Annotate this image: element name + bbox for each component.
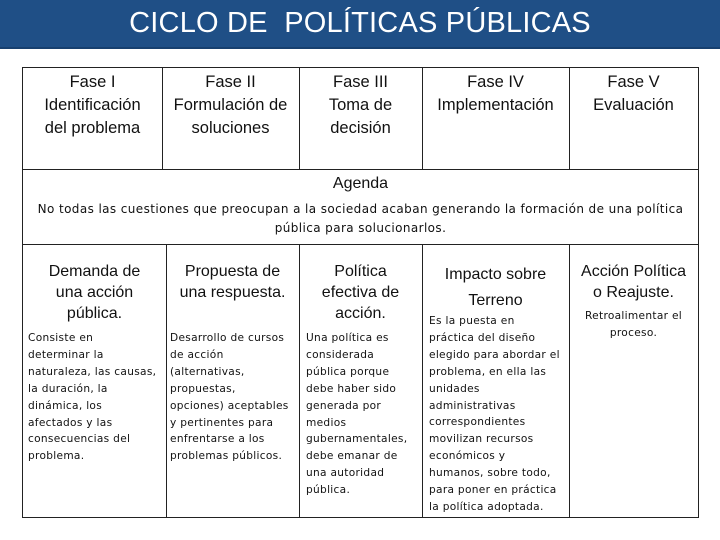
- body-line: la política adoptada.: [429, 500, 544, 513]
- body-line: enfrentarse a los: [170, 433, 265, 446]
- body-line: la duración, la: [28, 382, 108, 395]
- column-heading-4: [422, 262, 569, 314]
- page-title: CICLO DE POLÍTICAS PÚBLICAS: [129, 7, 591, 39]
- column-body-1: [28, 330, 164, 465]
- body-line: humanos, sobre todo,: [429, 467, 551, 480]
- phase-label: decisión: [330, 119, 391, 137]
- phase-label: Implementación: [437, 96, 554, 114]
- heading-line: una acción: [55, 284, 134, 301]
- body-line: y pertinentes para: [170, 416, 274, 429]
- heading-line: Propuesta de: [184, 263, 281, 280]
- body-line: pública.: [306, 484, 351, 497]
- body-line: para poner en práctica: [429, 484, 557, 497]
- phase-name: Fase I: [69, 73, 116, 91]
- body-line: Retroalimentar el: [584, 310, 683, 322]
- body-line: opciones) aceptables: [170, 399, 289, 412]
- title-bar: [0, 0, 720, 49]
- body-line: pública porque: [306, 365, 390, 378]
- phase-cell-1: [23, 71, 162, 140]
- body-line: correspondientes: [429, 416, 526, 429]
- heading-line: Impacto sobre: [444, 266, 547, 283]
- body-line: (alternativas,: [170, 365, 245, 378]
- body-line: Consiste en: [28, 332, 94, 344]
- body-line: medios: [306, 416, 347, 429]
- policy-cycle-table: [22, 67, 699, 518]
- body-line: considerada: [306, 348, 375, 361]
- heading-line: Demanda de: [48, 263, 141, 280]
- column-body-5: [569, 308, 698, 342]
- agenda-line: pública para solucionarlos.: [274, 221, 447, 235]
- column-body-3: [306, 330, 420, 499]
- heading-line: pública.: [66, 305, 123, 322]
- heading-line: efectiva de: [321, 284, 400, 301]
- body-line: dinámica, los: [28, 399, 103, 412]
- heading-line: una respuesta.: [179, 284, 286, 301]
- body-line: problema, en ella las: [429, 365, 547, 378]
- heading-line: Política: [334, 263, 387, 280]
- phase-cell-2: [162, 71, 299, 140]
- divider: [23, 244, 698, 245]
- body-line: unidades: [429, 382, 480, 395]
- body-line: determinar la: [28, 348, 104, 361]
- body-line: Desarrollo de cursos: [170, 332, 285, 344]
- phase-name: Fase III: [332, 73, 389, 91]
- body-line: gubernamentales,: [306, 433, 408, 446]
- body-line: administrativas: [429, 399, 516, 412]
- body-line: afectados y las: [28, 416, 113, 429]
- agenda-line: No todas las cuestiones que preocupan a la sociedad acaban generando la formación de una política: [37, 202, 684, 216]
- body-line: propuestas,: [170, 382, 236, 395]
- column-heading-1: [23, 261, 166, 324]
- body-line: práctica del diseño: [429, 331, 536, 344]
- column-heading-5: [569, 261, 698, 303]
- phase-cell-5: [569, 71, 698, 117]
- phase-cell-4: [422, 71, 569, 117]
- body-line: económicos y: [429, 450, 506, 463]
- heading-line: o Reajuste.: [593, 284, 674, 301]
- divider: [23, 169, 698, 170]
- column-body-2: [170, 330, 298, 465]
- phase-label: del problema: [44, 119, 141, 137]
- phase-cell-3: [299, 71, 422, 140]
- phase-label: Formulación de: [173, 96, 288, 114]
- body-line: problema.: [28, 450, 85, 463]
- phase-label: Identificación: [44, 96, 141, 114]
- body-line: generada por: [306, 399, 382, 412]
- heading-line: acción.: [335, 305, 386, 322]
- body-line: debe emanar de: [306, 450, 398, 463]
- phase-label: soluciones: [191, 119, 270, 137]
- body-line: consecuencias del: [28, 433, 131, 446]
- phase-label: Evaluación: [593, 96, 674, 114]
- column-body-4: [429, 313, 569, 516]
- body-line: Es la puesta en: [429, 315, 515, 327]
- column-heading-2: [166, 261, 299, 303]
- body-line: movilizan recursos: [429, 433, 534, 446]
- agenda-description: [33, 200, 688, 238]
- body-line: una autoridad: [306, 467, 385, 480]
- heading-line: Acción Política: [581, 263, 686, 280]
- body-line: naturaleza, las causas,: [28, 365, 157, 378]
- phase-name: Fase V: [607, 73, 660, 91]
- phase-label: Toma de: [328, 96, 393, 114]
- agenda-title: Agenda: [332, 175, 389, 192]
- body-line: elegido para abordar el: [429, 348, 560, 361]
- body-line: debe haber sido: [306, 382, 397, 395]
- heading-line: Terreno: [468, 292, 523, 309]
- body-line: proceso.: [609, 326, 658, 339]
- phase-name: Fase IV: [467, 73, 524, 91]
- column-heading-3: [299, 261, 422, 324]
- body-line: de acción: [170, 348, 224, 361]
- phase-name: Fase II: [205, 73, 256, 91]
- body-line: problemas públicos.: [170, 450, 283, 463]
- body-line: Una política es: [306, 332, 389, 344]
